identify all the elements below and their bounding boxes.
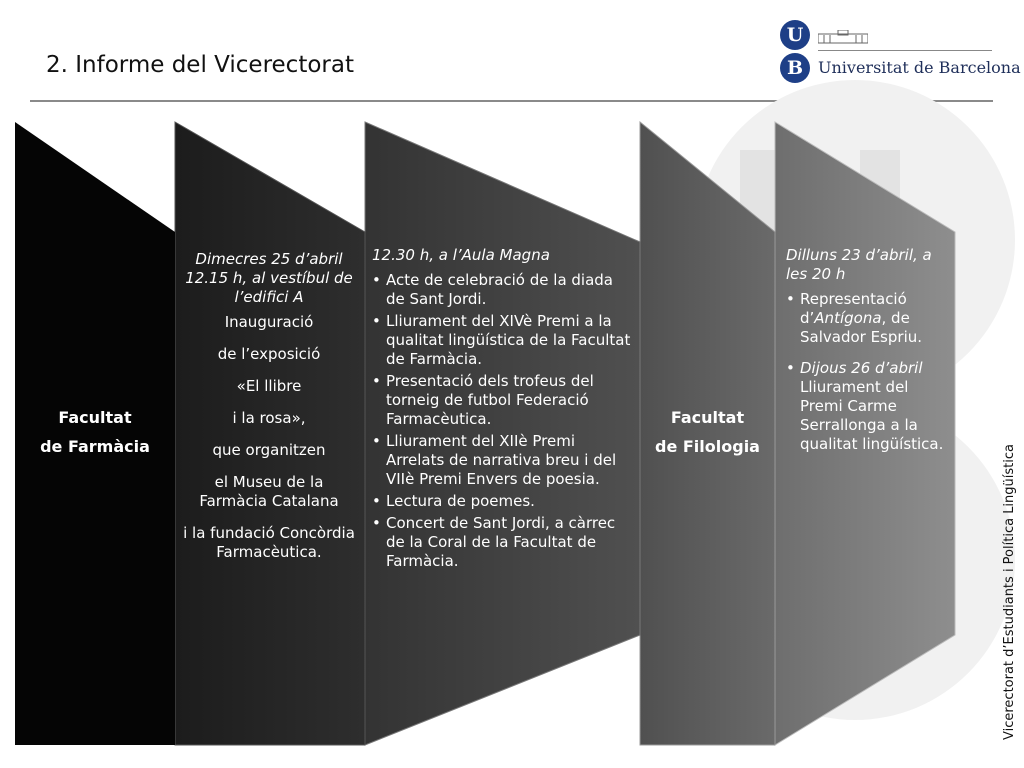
list-item: • Lectura de poemes. (372, 492, 632, 511)
list-item: • Presentació dels trofeus del torneig de futbol Federació Farmacèutica. (372, 372, 632, 429)
filologia-line2: de Filologia (655, 437, 760, 456)
university-name: Universitat de Barcelona (818, 58, 1021, 77)
filologia-label (640, 403, 775, 461)
item-prefix: Representació d’ (800, 290, 907, 327)
list-item: • Concert de Sant Jordi, a càrrec de la Coral de la Facultat de Farmàcia. (372, 514, 632, 571)
filologia-events-text (786, 246, 944, 466)
inauguracio-date: Dimecres 25 d’abril 12.15 h, al vestíbul de l’edifici A (185, 250, 353, 306)
list-item: • Lliurament del XIIè Premi Arrelats de narrativa breu i del VIIè Premi Envers de poesia. (372, 432, 632, 489)
inauguracio-line: que organitzen (212, 441, 326, 459)
item-suffix: , de Salvador Espriu. (800, 309, 923, 346)
inauguracio-line: «El llibre (236, 377, 302, 395)
filologia-events-list (786, 290, 944, 454)
item-text: Lliurament del Premi Carme Serrallonga a la qualitat lingüística. (800, 378, 944, 453)
inauguracio-line: i la fundació Concòrdia Farmacèutica. (183, 524, 355, 561)
list-item (786, 290, 944, 347)
vicerectorat-note: Vicerectorat d’Estudiants i Política Lingüística (1002, 444, 1017, 740)
aula-magna-text (372, 246, 632, 574)
farmacia-line1: Facultat (58, 408, 132, 427)
filologia-line1: Facultat (670, 408, 745, 427)
inauguracio-line: el Museu de la Farmàcia Catalana (199, 473, 339, 510)
aula-magna-list (372, 271, 632, 571)
inauguracio-line: Inauguració (224, 313, 314, 331)
farmacia-line2: de Farmàcia (40, 437, 150, 456)
logo-u-emblem: U (780, 20, 810, 50)
list-item: • Acte de celebració de la diada de Sant Jordi. (372, 271, 632, 309)
inauguracio-line: i la rosa», (232, 409, 306, 427)
play-title: Antígona (814, 309, 882, 327)
inauguracio-text (183, 250, 355, 575)
inauguracio-line: de l’exposició (217, 345, 321, 363)
aula-magna-date: 12.30 h, a l’Aula Magna (372, 246, 550, 264)
list-item: • Lliurament del XIVè Premi a la qualitat lingüística de la Facultat de Farmàcia. (372, 312, 632, 369)
item-date: Dijous 26 d’abril (800, 359, 923, 377)
filologia-date: Dilluns 23 d’abril, a les 20 h (786, 246, 932, 283)
list-item (786, 359, 944, 454)
farmacia-label (15, 403, 175, 461)
logo-b-emblem: B (780, 53, 810, 83)
page-title: 2. Informe del Vicerectorat (46, 52, 354, 78)
